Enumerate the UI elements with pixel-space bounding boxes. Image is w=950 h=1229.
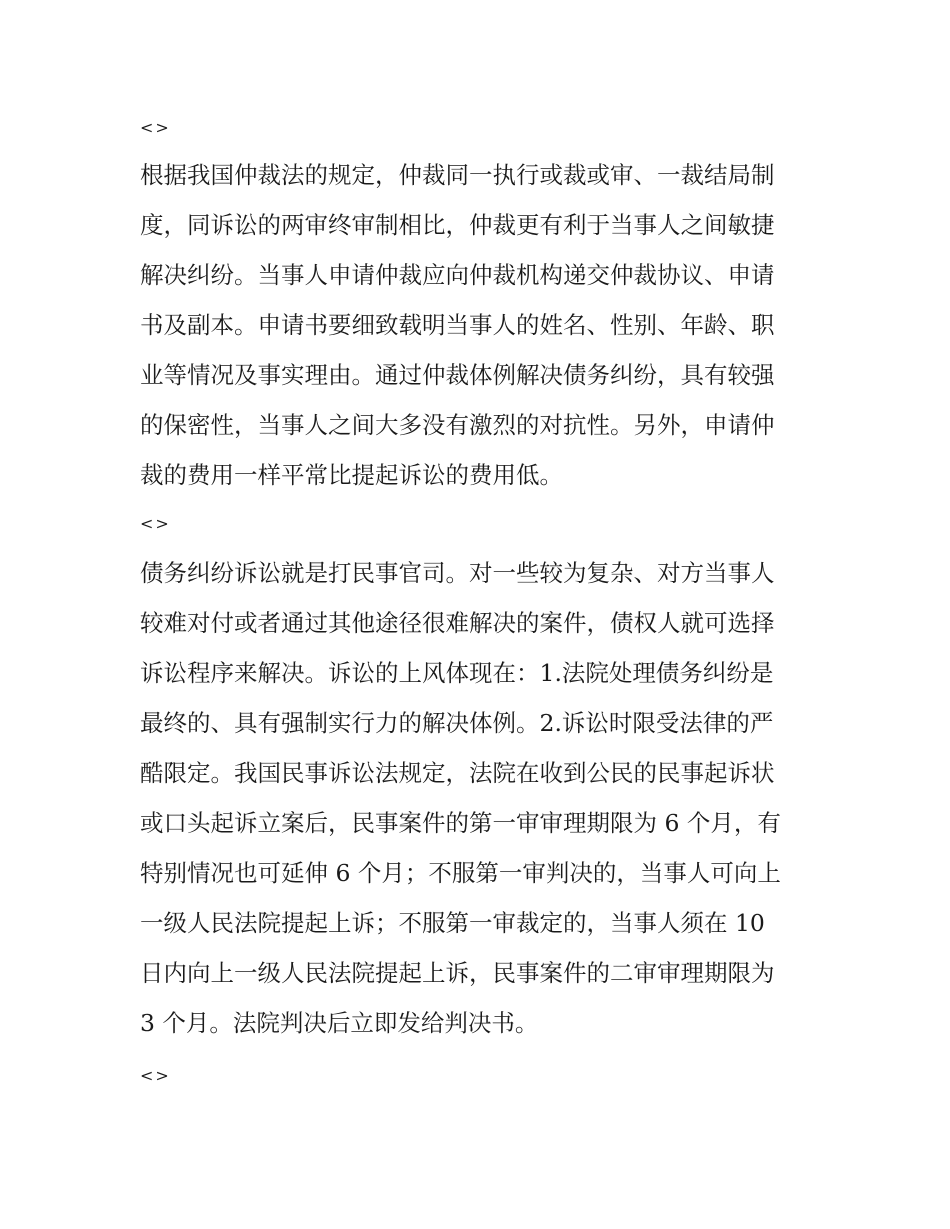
paragraph-line: 业等情况及事实理由。通过仲裁体例解决债务纠纷，具有较强 [140, 361, 775, 389]
paragraph-line: 诉讼程序来解决。诉讼的上风体现在：1.法院处理债务纠纷是 [140, 659, 774, 687]
paragraph-line: 裁的费用一样平常比提起诉讼的费用低。 [140, 461, 563, 489]
section-marker: <> [140, 1066, 171, 1085]
paragraph-line: 较难对付或者通过其他途径很难解决的案件，债权人就可选择 [140, 609, 775, 637]
section-marker: <> [140, 514, 171, 533]
paragraph-line: 书及副本。申请书要细致载明当事人的姓名、性别、年龄、职 [140, 311, 775, 339]
paragraph-line: 的保密性，当事人之间大多没有激烈的对抗性。另外，申请仲 [140, 411, 775, 439]
paragraph-line: 最终的、具有强制实行力的解决体例。2.诉讼时限受法律的严 [140, 709, 774, 737]
paragraph-line: 一级人民法院提起上诉；不服第一审裁定的，当事人须在 10 [140, 909, 765, 937]
paragraph-line: 特别情况也可延伸 6 个月；不服第一审判决的，当事人可向上 [140, 859, 781, 887]
paragraph-arbitration [140, 150, 820, 500]
paragraph-line: 酷限定。我国民事诉讼法规定，法院在收到公民的民事起诉状 [140, 759, 775, 787]
paragraph-line: 解决纠纷。当事人申请仲裁应向仲裁机构递交仲裁协议、申请 [140, 261, 775, 289]
paragraph-line: 或口头起诉立案后，民事案件的第一审审理期限为 6 个月，有 [140, 809, 781, 837]
paragraph-line: 根据我国仲裁法的规定，仲裁同一执行或裁或审、一裁结局制 [140, 161, 775, 189]
paragraph-line: 度，同诉讼的两审终审制相比，仲裁更有利于当事人之间敏捷 [140, 211, 775, 239]
section-marker: <> [140, 118, 171, 137]
paragraph-line: 3 个月。法院判决后立即发给判决书。 [140, 1009, 539, 1037]
paragraph-line: 债务纠纷诉讼就是打民事官司。对一些较为复杂、对方当事人 [140, 559, 775, 587]
paragraph-line: 日内向上一级人民法院提起上诉，民事案件的二审审理期限为 [140, 959, 775, 987]
paragraph-litigation [140, 548, 820, 1048]
